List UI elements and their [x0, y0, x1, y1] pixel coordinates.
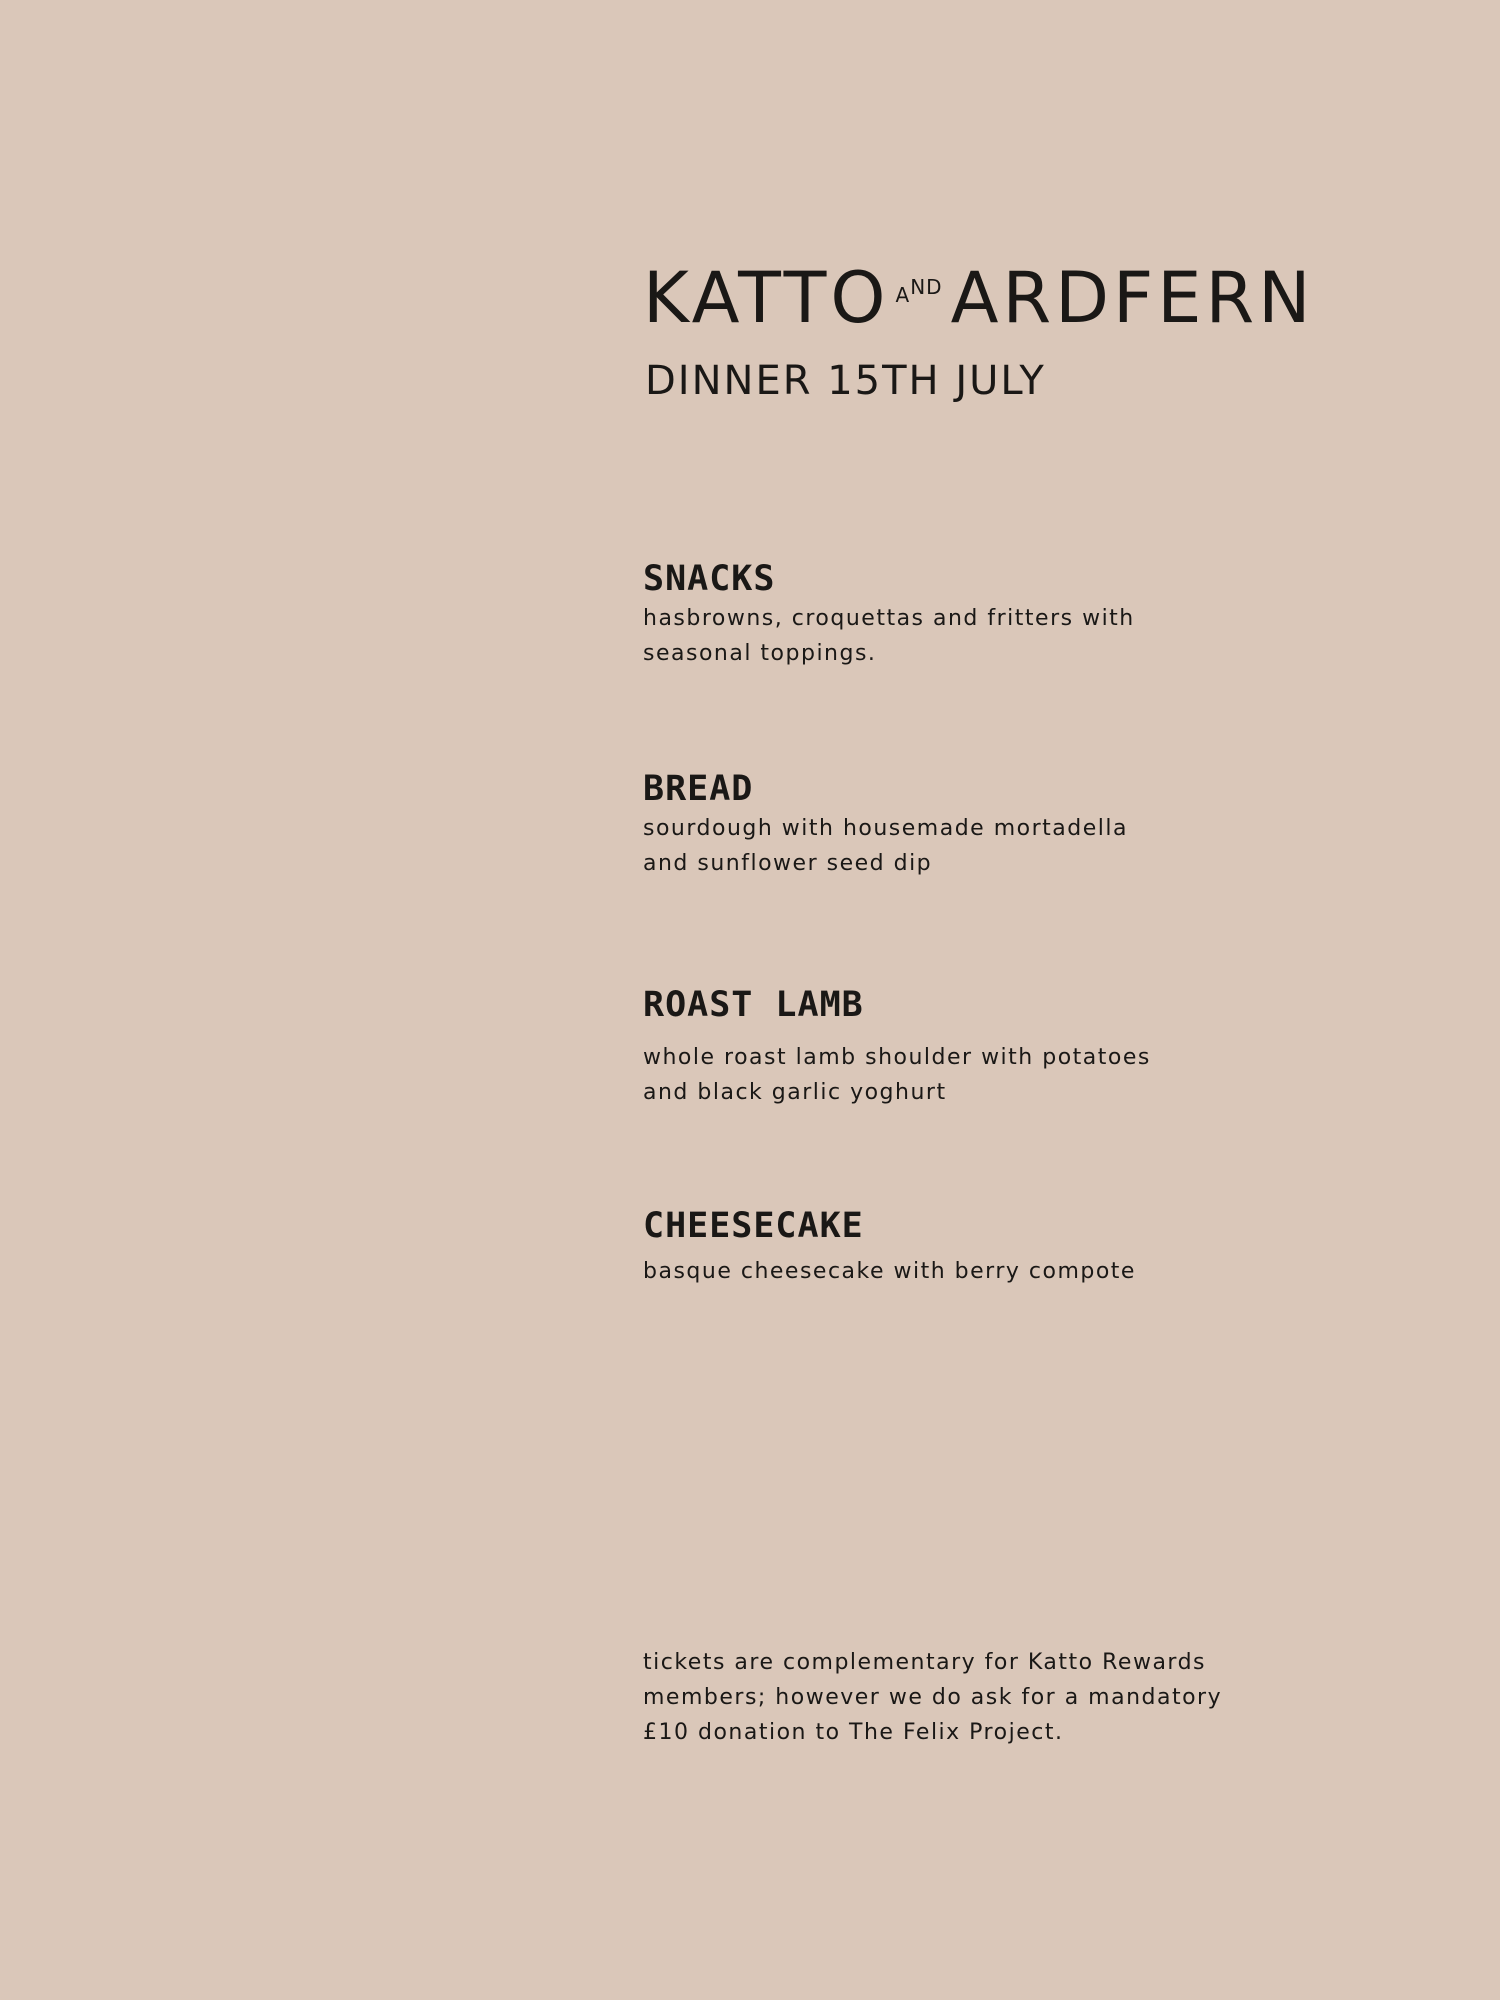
brand-and-mark: [896, 255, 943, 335]
course-description-line: and sunflower seed dip: [643, 851, 933, 876]
brand-name-ardfern: ARDFERN: [950, 257, 1315, 339]
brand-name-katto: KATTO: [643, 257, 890, 339]
note-line: tickets are complementary for Katto Rewards: [643, 1650, 1207, 1675]
course-description-line: and black garlic yoghurt: [643, 1080, 947, 1105]
course-description-line: seasonal toppings.: [643, 641, 877, 666]
brand-and-high: ND: [910, 275, 943, 299]
course-title: ROAST LAMB: [643, 985, 864, 1025]
course-title: SNACKS: [643, 559, 776, 599]
course-description: [643, 1254, 1203, 1289]
course-description-line: sourdough with housemade mortadella: [643, 816, 1128, 841]
course-description-line: basque cheesecake with berry compote: [643, 1259, 1136, 1284]
course-description: [643, 1040, 1203, 1110]
menu-course-cheesecake: [643, 1204, 1203, 1289]
brand-and-low: A: [895, 283, 911, 307]
course-description: [643, 811, 1203, 881]
course-description-line: whole roast lamb shoulder with potatoes: [643, 1045, 1151, 1070]
dinner-date-heading: DINNER 15TH JULY: [645, 358, 1046, 404]
brand-title: [643, 255, 1315, 338]
course-title: BREAD: [643, 769, 754, 809]
course-description-line: hasbrowns, croquettas and fritters with: [643, 606, 1135, 631]
course-description: [643, 601, 1203, 671]
ticket-donation-note: [643, 1645, 1263, 1750]
menu-course-bread: [643, 767, 1203, 881]
note-line: £10 donation to The Felix Project.: [643, 1720, 1064, 1745]
menu-course-roast-lamb: [643, 983, 1203, 1110]
course-title: CHEESECAKE: [643, 1206, 864, 1246]
menu-course-snacks: [643, 557, 1203, 671]
note-line: members; however we do ask for a mandatory: [643, 1685, 1223, 1710]
